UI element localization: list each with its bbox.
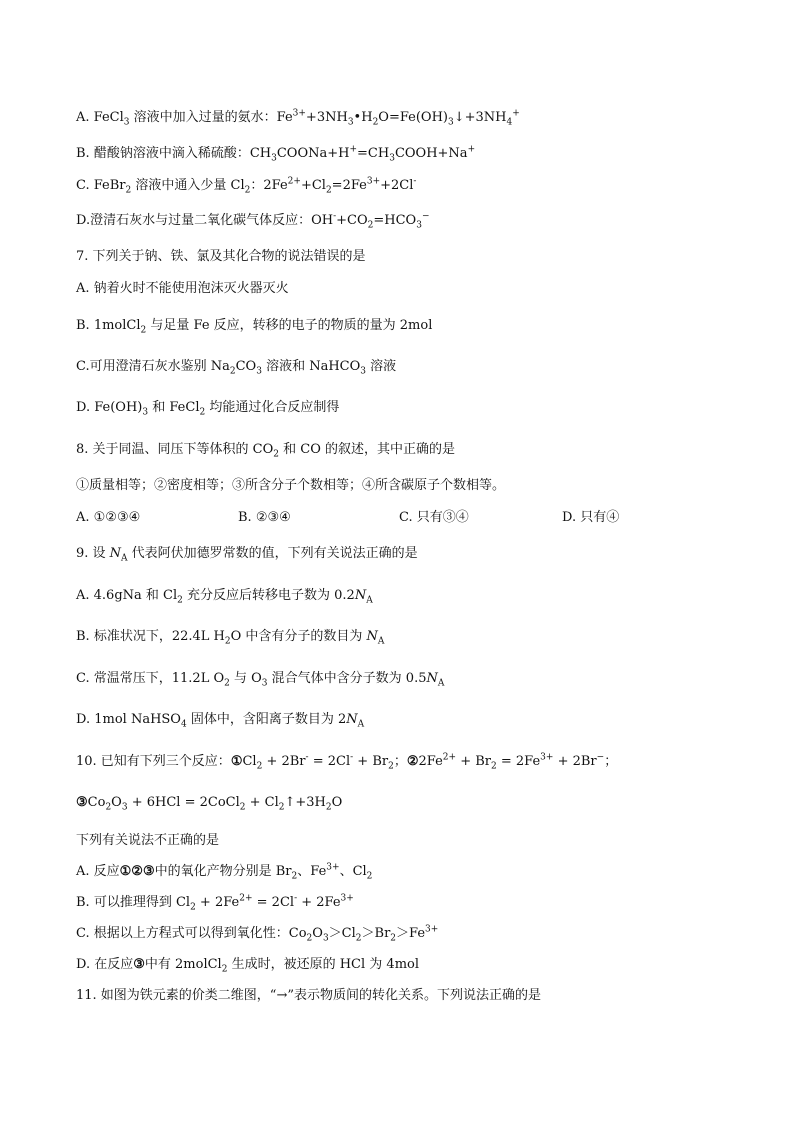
text-fragment: 均能通过化合反应制得 [205,400,340,415]
text-fragment: 3 [389,153,395,164]
text-fragment: A. FeCl [76,110,124,125]
text-fragment: 下列有关说法不正确的是 [76,833,220,848]
text-fragment: 4 [180,719,187,730]
text-fragment: A [366,595,373,606]
text-fragment: 3 [123,117,130,128]
text-line [76,669,444,689]
text-fragment: 2 [224,636,231,647]
text-fragment: 生成时，被还原的 HCl 为 4mol [227,957,420,972]
text-line [76,108,520,128]
text-fragment: N [346,712,358,727]
text-line [76,476,505,496]
text-fragment: B. 1molCl [76,318,141,333]
text-line [76,357,396,377]
text-fragment: 代表阿伏加德罗常数的值，下列有关说法正确的是 [127,546,418,561]
text-fragment: 与足量 Fe 反应，转移的电子的物质的量为 2mol [146,318,433,333]
text-fragment: 和 CO 的叙述，其中正确的是 [279,442,456,457]
text-fragment: 2+ [442,752,457,763]
text-line [76,176,416,196]
text-line [76,544,418,564]
text-fragment: - [413,176,417,187]
text-fragment: 2 [372,117,379,128]
text-fragment: 2 [256,761,263,772]
text-fragment: 2 [229,366,236,377]
text-fragment: = 2Fe [496,754,541,769]
text-fragment: ； [393,754,407,769]
text-fragment: +3NH [305,110,348,125]
text-fragment: = 2Cl [252,895,295,910]
text-fragment: = 2Cl [308,754,351,769]
text-fragment: 3+ [326,862,340,873]
text-line [76,893,354,913]
text-line [76,924,438,944]
text-fragment: 溶液中通入少量 Cl [131,178,245,193]
text-fragment: B. 醋酸钠溶液中滴入稀硫酸：CH [76,146,272,161]
text-line [76,862,372,882]
text-fragment: 充分反应后转移电子数为 0.2 [182,588,355,603]
text-fragment: 2 [390,933,397,944]
text-fragment: O [331,795,343,810]
text-fragment: 中的氧化产物分别是 Br [154,864,292,879]
text-fragment: Cl [242,754,257,769]
text-fragment: 和 FeCl [148,400,200,415]
q8-option: D. 只有④ [562,510,620,525]
text-fragment: C. 根据以上方程式可以得到氧化性：Co [76,926,307,941]
text-fragment: ↑+3H [284,795,326,810]
text-fragment: 2+ [287,176,301,187]
text-fragment: +2Cl [380,178,414,193]
text-fragment: ① [230,754,243,769]
text-fragment: 2+ [239,893,253,904]
text-fragment: 3 [347,117,354,128]
text-fragment: + [512,108,520,119]
text-fragment: − [421,211,430,222]
text-fragment: O [111,795,122,810]
text-fragment: ③ [76,795,88,810]
text-fragment: + [467,144,476,155]
text-line [76,247,366,267]
text-fragment: ＞Cl [328,926,356,941]
text-fragment: + Br [456,754,491,769]
text-line [76,211,430,231]
text-line [76,793,342,813]
text-fragment: 2 [190,902,196,913]
text-line [76,316,432,336]
text-fragment: 、Cl [339,864,367,879]
text-fragment: A. 4.6gNa 和 Cl [76,588,178,603]
text-line [76,279,289,299]
text-fragment: 8. 关于同温、同压下等体积的 CO [76,442,274,457]
text-fragment: ＞Fe [396,926,426,941]
text-fragment: 溶液 [366,359,397,374]
text-fragment: COOH+Na [394,146,468,161]
text-fragment: 2 [105,802,112,813]
text-line [76,144,475,164]
text-fragment: 2 [325,802,332,813]
text-fragment: + Cl [245,795,279,810]
text-fragment: 3 [121,802,128,813]
text-line [76,955,419,975]
text-fragment: A. 反应 [76,864,120,879]
text-fragment: +CO [336,213,368,228]
text-fragment: A [121,553,128,564]
text-fragment: + 2Br [262,754,306,769]
text-fragment: 2 [244,185,251,196]
text-fragment: A [437,678,445,689]
text-fragment: N [366,629,378,644]
text-fragment: C. FeBr [76,178,126,193]
text-fragment: B. 可以推理得到 Cl [76,895,191,910]
text-fragment: ② [406,754,419,769]
text-fragment: 2 [491,761,497,772]
text-fragment: CO [235,359,257,374]
text-fragment: 3+ [425,924,439,935]
text-fragment: ①②③ [119,864,155,879]
text-fragment: 溶液和 NaHCO [261,359,361,374]
text-fragment: N [354,588,367,603]
text-fragment: 中有 2molCl [144,957,222,972]
text-fragment: 2 [291,871,298,882]
text-fragment: O=Fe(OH) [378,110,448,125]
text-line [76,831,219,851]
text-fragment: + 6HCl = 2CoCl [127,795,240,810]
text-fragment: +Cl [300,178,326,193]
text-fragment: 2 [199,407,206,418]
text-line [76,440,455,460]
text-fragment: 9. 设 [76,546,110,561]
text-fragment: ：2Fe [250,178,288,193]
text-fragment: 2 [306,933,313,944]
text-fragment: •H [353,110,373,125]
text-fragment: + [349,144,358,155]
text-line [76,710,364,730]
text-fragment: 2 [355,933,362,944]
text-fragment: 2 [239,802,246,813]
text-fragment: C. 常温常压下，11.2L O [76,671,225,686]
q8-option: B. ②③④ [238,510,291,525]
text-fragment: 2 [388,761,394,772]
text-fragment: D. Fe(OH) [76,400,143,415]
text-fragment: 与 O [229,671,262,686]
text-fragment: 3+ [366,176,381,187]
text-fragment: COONa+H [276,146,350,161]
text-fragment: 2 [177,595,183,606]
text-fragment: Co [87,795,106,810]
text-fragment: 7. 下列关于钠、铁、氯及其化合物的说法错误的是 [76,249,366,264]
text-fragment: 固体中，含阳离子数目为 2 [186,712,347,727]
text-fragment: 3 [271,153,277,164]
text-fragment: 10. 已知有下列三个反应： [76,754,231,769]
text-fragment: A [357,719,365,730]
text-line [76,627,384,647]
text-line [76,752,617,772]
text-fragment: ↓+3NH [453,110,507,125]
text-fragment: 2 [140,325,147,336]
text-fragment: ③ [133,957,145,972]
text-line [76,586,373,606]
text-fragment: ①质量相等；②密度相等；③所含分子个数相等；④所含碳原子个数相等。 [76,478,506,493]
text-fragment: + 2Fe [195,895,240,910]
text-fragment: =CH [357,146,390,161]
text-fragment: D. 在反应 [76,957,134,972]
text-fragment: - [350,752,354,763]
text-fragment: C.可用澄清石灰水鉴别 Na [76,359,230,374]
text-fragment: D.澄清石灰水与过量二氧化碳气体反应：OH [76,213,334,228]
text-fragment: 3 [261,678,268,689]
text-fragment: 3 [448,117,454,128]
text-fragment: 2 [278,802,285,813]
text-fragment: + 2Br [553,754,597,769]
text-fragment: 2 [366,871,373,882]
text-fragment: 混合气体中含分子数为 0.5 [267,671,427,686]
text-fragment: 2 [224,678,230,689]
text-fragment: 3 [142,407,149,418]
text-fragment: + Br [353,754,389,769]
text-fragment: ； [604,754,618,769]
text-fragment: 2Fe [418,754,443,769]
text-fragment: 3 [360,366,367,377]
text-fragment: - [294,893,298,904]
text-fragment: A [377,636,385,647]
text-fragment: 溶液中加入过量的氨水：Fe [129,110,293,125]
text-fragment: 3+ [540,752,554,763]
text-fragment: 4 [506,117,513,128]
text-fragment: 2 [367,220,374,231]
text-fragment: O 中含有分子的数目为 [230,629,367,644]
text-fragment: - [333,211,337,222]
text-fragment: − [596,752,605,763]
text-line [76,986,541,1006]
text-fragment: 2 [221,964,228,975]
text-fragment: N [426,671,438,686]
text-fragment: 11. 如图为铁元素的价类二维图，“→”表示物质间的转化关系。下列说法正确的是 [76,988,541,1003]
text-fragment: =2Fe [331,178,367,193]
text-fragment: =HCO [373,213,417,228]
text-fragment: + 2Fe [297,895,341,910]
text-line [76,398,339,418]
text-fragment: 3 [256,366,262,377]
q8-option: A. ①②③④ [76,510,141,525]
text-fragment: ＞Br [361,926,391,941]
text-fragment: 3 [322,933,329,944]
text-fragment: 3+ [340,893,354,904]
text-fragment: N [109,546,122,561]
text-fragment: 3 [416,220,422,231]
text-fragment: O [312,926,323,941]
text-fragment: B. 标准状况下，22.4L H [76,629,225,644]
text-fragment: 2 [125,185,132,196]
q8-option: C. 只有③④ [399,510,469,525]
text-fragment: D. 1mol NaHSO [76,712,181,727]
text-fragment: - [305,752,309,763]
text-fragment: A. 钠着火时不能使用泡沫灭火器灭火 [76,281,289,296]
text-fragment: 、Fe [297,864,327,879]
text-fragment: 2 [325,185,332,196]
text-fragment: 2 [273,449,280,460]
text-fragment: 3+ [292,108,306,119]
